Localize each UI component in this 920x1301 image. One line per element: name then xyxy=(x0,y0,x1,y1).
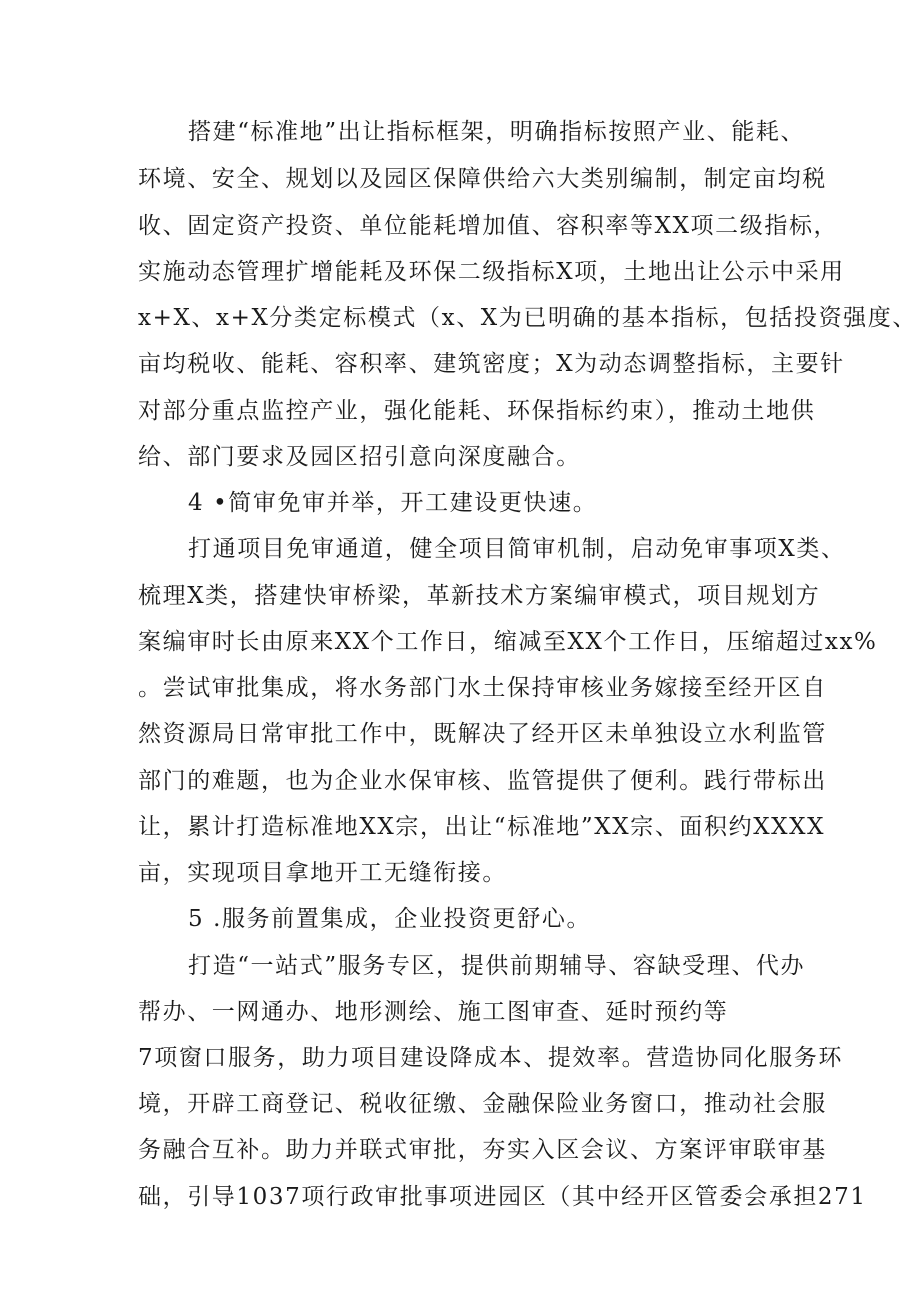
paragraph-line: 实施动态管理扩增能耗及环保二级指标X项，土地出让公示中采用 xyxy=(138,259,845,285)
paragraph-line: 然资源局日常审批工作中，既解决了经开区未单独设立水利监管 xyxy=(138,721,827,747)
paragraph-line: 梳理X类，搭建快审桥梁，革新技术方案编审模式，项目规划方 xyxy=(138,583,821,609)
paragraph-line: 部门的难题，也为企业水保审核、监管提供了便利。践行带标出 xyxy=(138,768,827,794)
paragraph-line: 收、固定资产投资、单位能耗增加值、容积率等XX项二级指标， xyxy=(138,213,839,239)
paragraph-line: 搭建“标准地”出让指标框架，明确指标按照产业、能耗、 xyxy=(188,119,806,145)
paragraph-line: 帮办、一网通办、地形测绘、施工图审查、延时预约等 xyxy=(138,999,729,1025)
paragraph-line: 础，引导1037项行政审批事项进园区（其中经开区管委会承担271 xyxy=(138,1184,867,1210)
paragraph-line: 案编审时长由原来XX个工作日，缩减至XX个工作日，压缩超过xx% xyxy=(138,629,878,655)
paragraph-line: 给、部门要求及园区招引意向深度融合。 xyxy=(138,444,581,470)
section-heading: 5 .服务前置集成，企业投资更舒心。 xyxy=(188,906,592,932)
paragraph-line: 打通项目免审通道，健全项目简审机制，启动免审事项X类、 xyxy=(188,536,846,562)
paragraph-line: 打造“一站式”服务专区，提供前期辅导、容缺受理、代办 xyxy=(188,953,806,979)
paragraph-line: x+X、x+X分类定标模式（x、X为已明确的基本指标，包括投资强度、 xyxy=(138,305,917,331)
paragraph-line: 亩均税收、能耗、容积率、建筑密度；X为动态调整指标，主要针 xyxy=(138,351,845,377)
paragraph-line: 务融合互补。助力并联式审批，夯实入区会议、方案评审联审基 xyxy=(138,1137,827,1163)
paragraph-line: 。尝试审批集成，将水务部门水土保持审核业务嫁接至经开区自 xyxy=(138,675,827,701)
paragraph-line: 亩，实现项目拿地开工无缝衔接。 xyxy=(138,860,507,886)
paragraph-line: 对部分重点监控产业，强化能耗、环保指标约束），推动土地供 xyxy=(138,398,816,424)
paragraph-line: 7项窗口服务，助力项目建设降成本、提效率。营造协同化服务环 xyxy=(138,1045,844,1071)
section-heading: 4 •简审免审并举，开工建设更快速。 xyxy=(188,490,598,516)
paragraph-line: 境，开辟工商登记、税收征缴、金融保险业务窗口，推动社会服 xyxy=(138,1091,827,1117)
paragraph-line: 环境、安全、规划以及园区保障供给六大类别编制，制定亩均税 xyxy=(138,166,827,192)
paragraph-line: 让，累计打造标准地XX宗，出让“标准地”XX宗、面积约XXXX xyxy=(138,814,826,840)
